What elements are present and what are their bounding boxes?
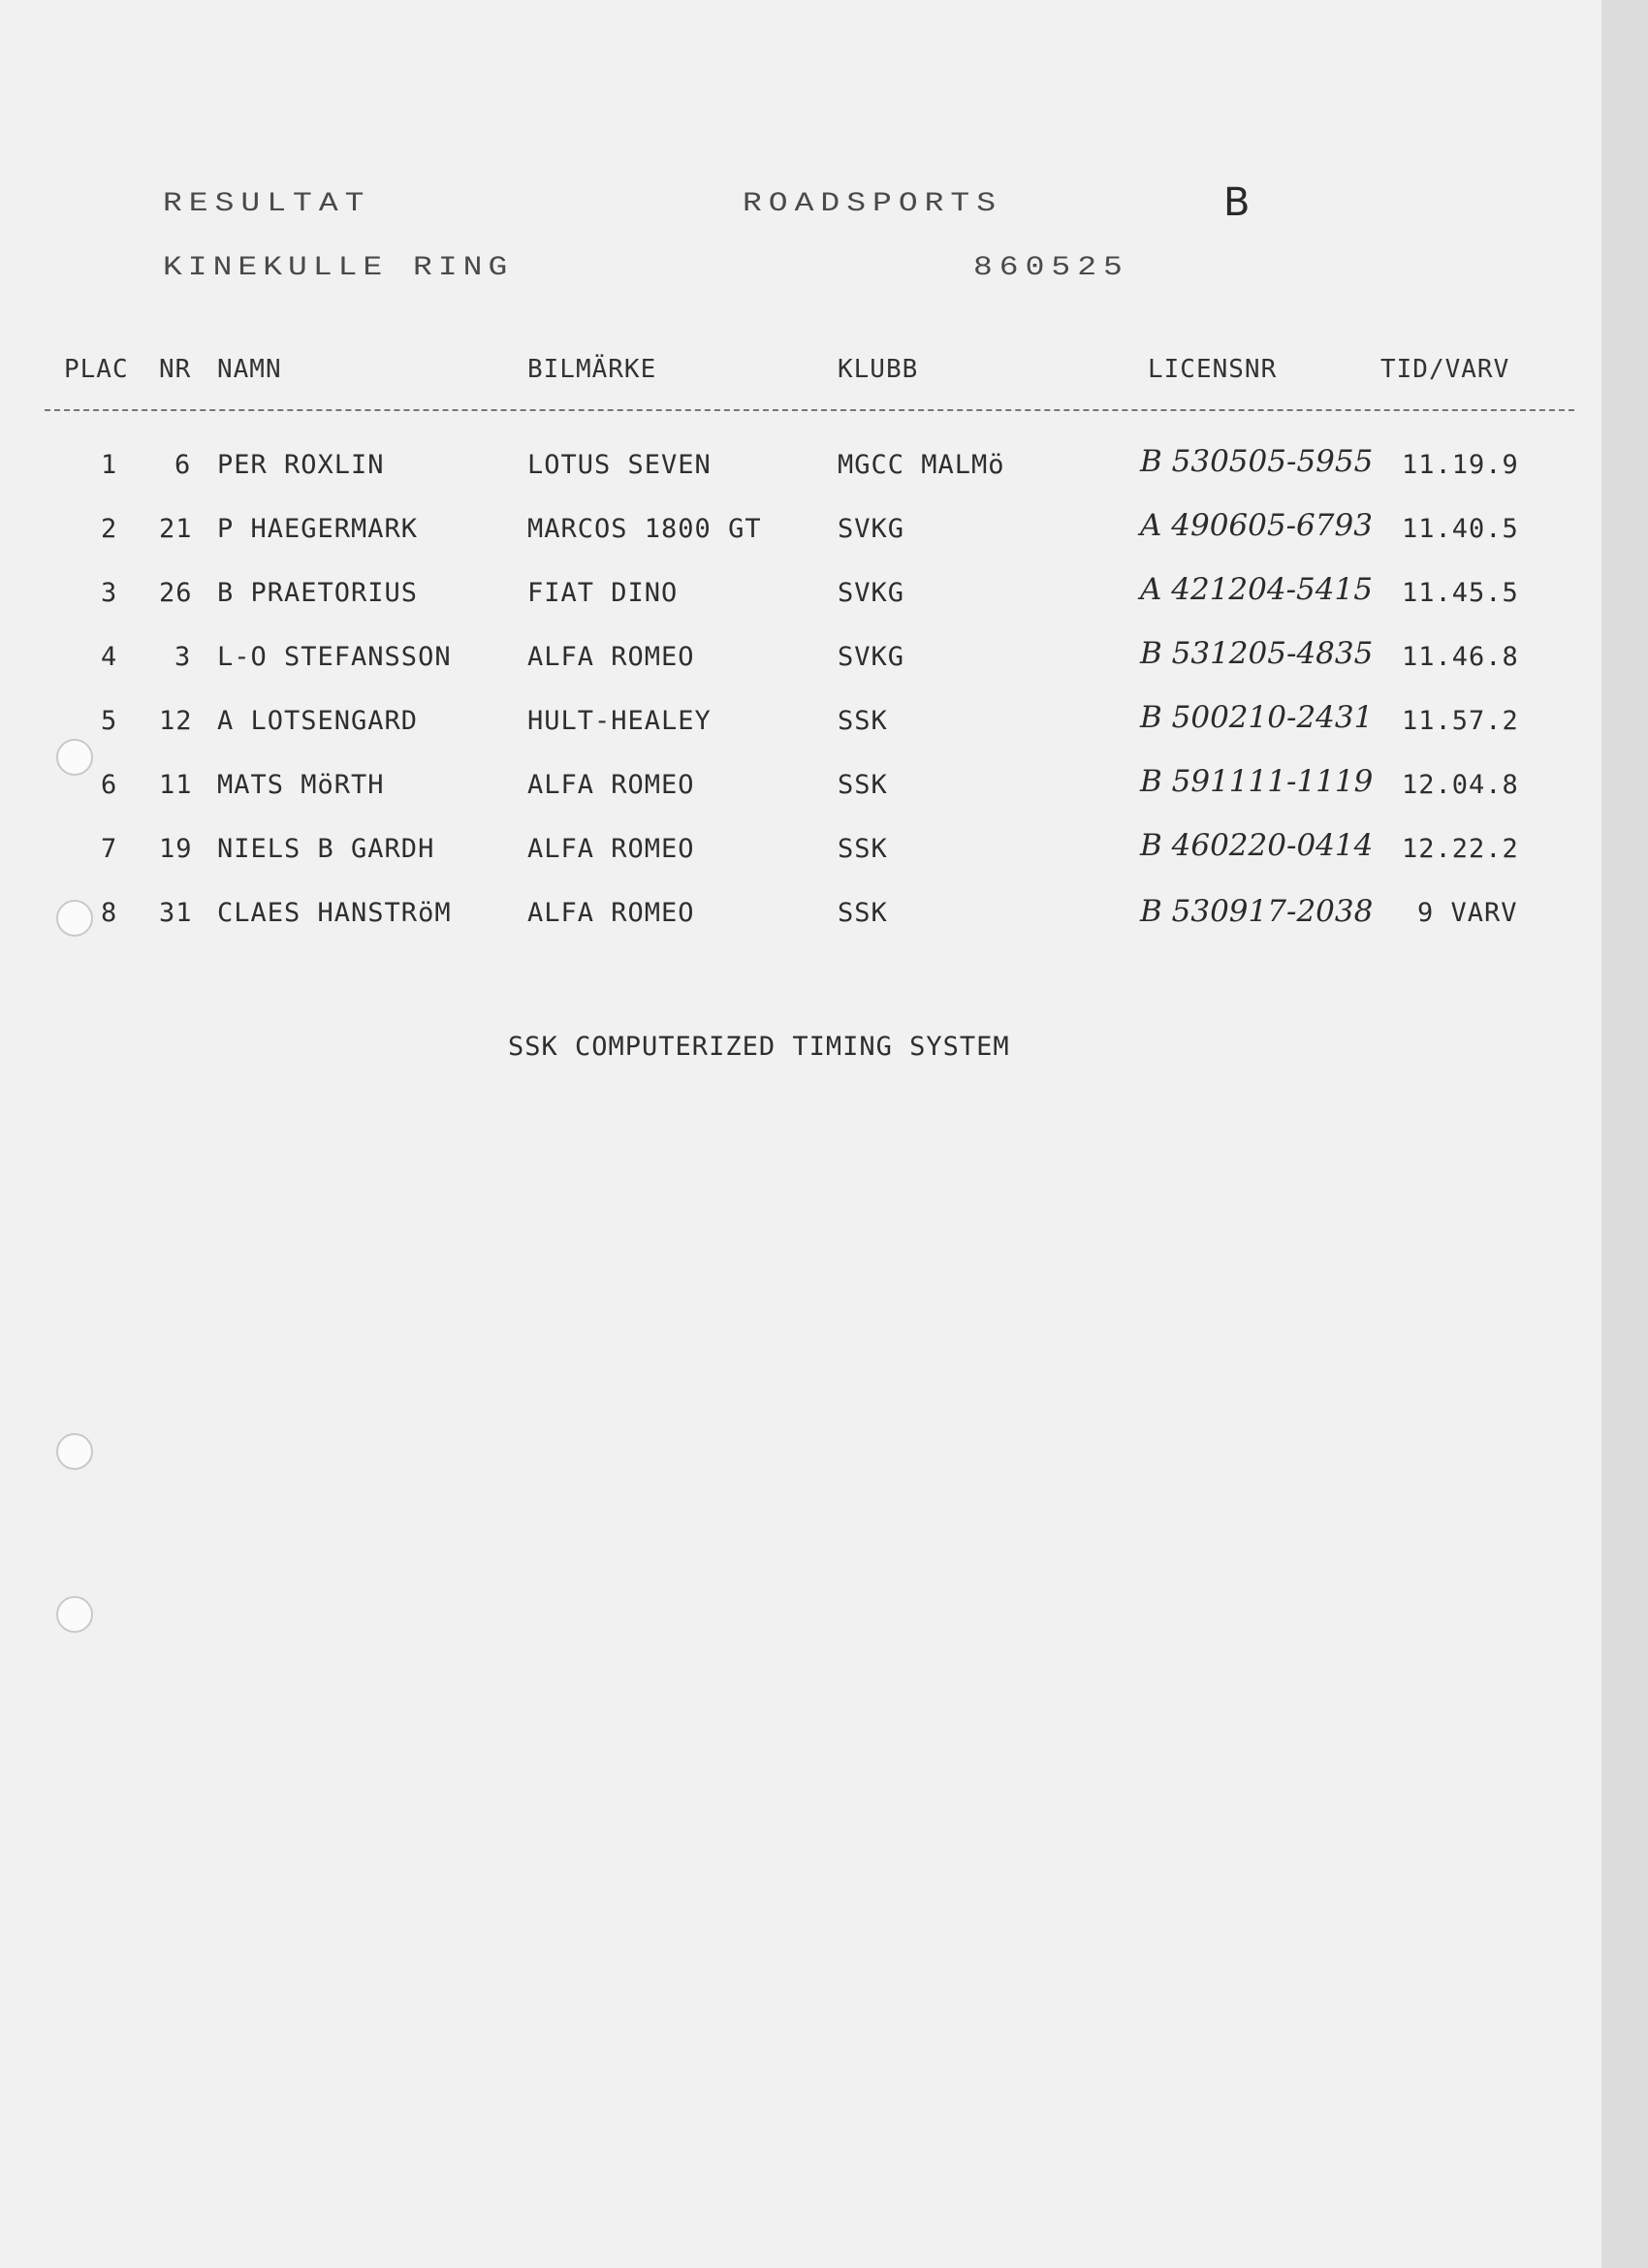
row-tid: 11.40.5	[1402, 514, 1519, 544]
col-klubb: KLUBB	[838, 355, 919, 384]
row-tid: 11.19.9	[1402, 450, 1519, 480]
row-nr: 3	[174, 642, 192, 672]
row-bilmarke: ALFA ROMEO	[527, 642, 695, 672]
row-klubb: SVKG	[838, 514, 905, 544]
col-namn: NAMN	[217, 355, 282, 384]
row-nr: 12	[159, 706, 193, 736]
row-klubb: SSK	[838, 834, 888, 864]
row-bilmarke: MARCOS 1800 GT	[527, 514, 762, 544]
row-namn: B PRAETORIUS	[217, 578, 419, 608]
row-namn: P HAEGERMARK	[217, 514, 419, 544]
row-licensnr: B 530505-5955	[1140, 444, 1374, 479]
col-tid: TID/VARV	[1380, 355, 1510, 384]
row-licensnr: B 531205-4835	[1140, 636, 1374, 671]
row-namn: A LOTSENGARD	[217, 706, 419, 736]
row-tid: 11.46.8	[1402, 642, 1519, 672]
row-bilmarke: ALFA ROMEO	[527, 898, 695, 928]
doc-title: RESULTAT	[163, 188, 371, 219]
row-tid: 12.22.2	[1402, 834, 1519, 864]
row-plac: 6	[101, 770, 118, 800]
row-namn: NIELS B GARDH	[217, 834, 435, 864]
col-licensnr: LICENSNR	[1148, 355, 1278, 384]
row-bilmarke: ALFA ROMEO	[527, 834, 695, 864]
class-letter: B	[1223, 180, 1251, 225]
row-plac: 8	[101, 898, 118, 928]
row-nr: 6	[174, 450, 192, 480]
row-plac: 1	[101, 450, 118, 480]
row-klubb: SVKG	[838, 642, 905, 672]
punch-hole	[56, 1596, 93, 1633]
row-klubb: SSK	[838, 706, 888, 736]
row-tid: 9 VARV	[1417, 898, 1518, 928]
footer-note: SSK COMPUTERIZED TIMING SYSTEM	[508, 1032, 1010, 1062]
punch-hole	[56, 1433, 93, 1470]
track-name: KINEKULLE RING	[163, 252, 514, 283]
row-bilmarke: FIAT DINO	[527, 578, 679, 608]
row-plac: 5	[101, 706, 118, 736]
col-plac: PLAC	[64, 355, 129, 384]
event-date: 860525	[973, 252, 1129, 283]
row-klubb: SSK	[838, 770, 888, 800]
row-licensnr: A 490605-6793	[1140, 508, 1373, 543]
row-klubb: SVKG	[838, 578, 905, 608]
col-bilmarke: BILMÄRKE	[527, 355, 657, 384]
row-licensnr: A 421204-5415	[1140, 572, 1373, 607]
page-edge	[1601, 0, 1648, 2268]
row-licensnr: B 591111-1119	[1140, 764, 1374, 799]
row-namn: PER ROXLIN	[217, 450, 385, 480]
row-plac: 7	[101, 834, 118, 864]
row-plac: 4	[101, 642, 118, 672]
row-tid: 11.57.2	[1402, 706, 1519, 736]
row-bilmarke: HULT-HEALEY	[527, 706, 712, 736]
row-nr: 19	[159, 834, 193, 864]
row-nr: 26	[159, 578, 193, 608]
row-licensnr: B 500210-2431	[1140, 700, 1374, 735]
row-tid: 12.04.8	[1402, 770, 1519, 800]
row-bilmarke: LOTUS SEVEN	[527, 450, 712, 480]
class-name: ROADSPORTS	[743, 188, 1003, 219]
row-licensnr: B 530917-2038	[1140, 894, 1374, 929]
row-bilmarke: ALFA ROMEO	[527, 770, 695, 800]
row-klubb: MGCC MALMö	[838, 450, 1005, 480]
row-namn: MATS MöRTH	[217, 770, 385, 800]
row-nr: 11	[159, 770, 193, 800]
row-nr: 21	[159, 514, 193, 544]
row-licensnr: B 460220-0414	[1140, 828, 1374, 863]
col-nr: NR	[159, 355, 192, 384]
row-nr: 31	[159, 898, 193, 928]
punch-hole	[56, 739, 93, 776]
punch-hole	[56, 900, 93, 937]
row-namn: CLAES HANSTRöM	[217, 898, 452, 928]
row-namn: L-O STEFANSSON	[217, 642, 452, 672]
row-plac: 3	[101, 578, 118, 608]
row-klubb: SSK	[838, 898, 888, 928]
dashed-divider	[45, 409, 1574, 411]
row-plac: 2	[101, 514, 118, 544]
row-tid: 11.45.5	[1402, 578, 1519, 608]
